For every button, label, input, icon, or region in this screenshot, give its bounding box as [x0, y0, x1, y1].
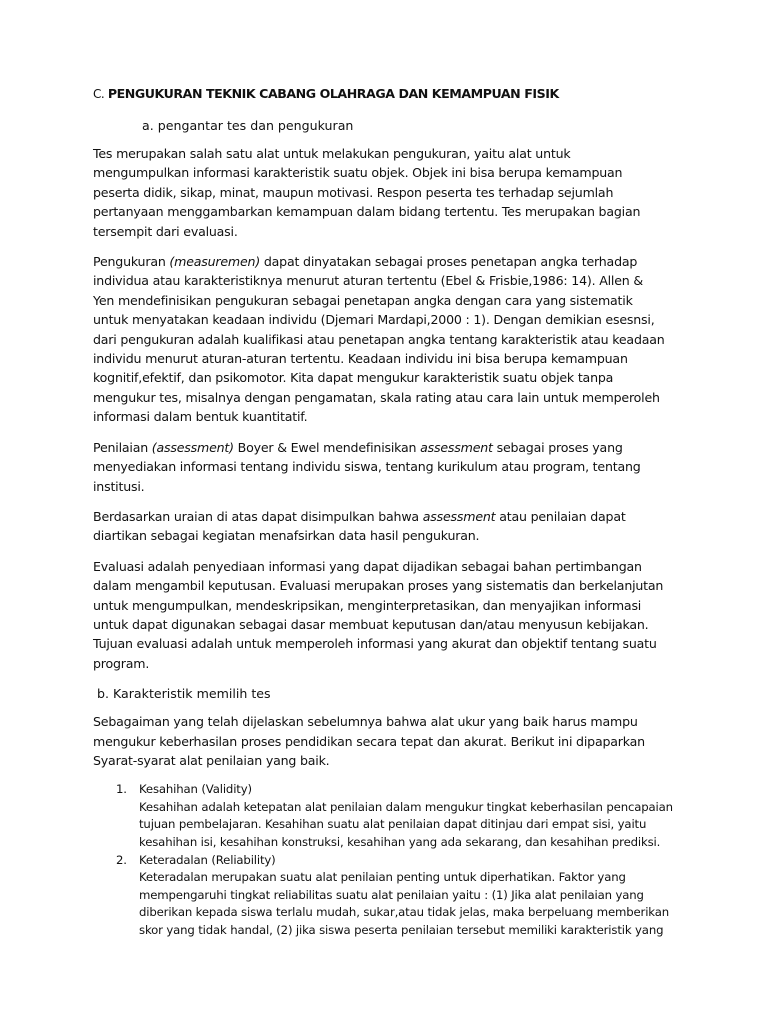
text-line: program. — [93, 655, 150, 671]
list-number: 2. — [116, 853, 127, 867]
list-number: 1. — [116, 782, 127, 797]
text-line: peserta didik, sikap, minat, maupun motivasi. Respon peserta tes terhadap sejumlah — [93, 184, 614, 200]
text-run: atau penilaian dapat — [495, 508, 626, 524]
text-run: Penilaian — [93, 439, 152, 455]
text-line: individu menurut aturan-aturan tertentu. Keadaan individu ini bisa berupa kemampuan — [93, 351, 628, 367]
text-line: Syarat-syarat alat penilaian yang baik. — [93, 752, 330, 768]
text-line: untuk mengumpulkan, mendeskripsikan, menginterpretasikan, dan menyajikan informasi — [93, 597, 642, 613]
text-line: institusi. — [93, 478, 145, 494]
requirements-list — [93, 781, 677, 939]
text-line: pertanyaan menggambarkan kemampuan dalam bidang tertentu. Tes merupakan bagian — [93, 204, 641, 220]
list-item-validity — [93, 781, 677, 851]
italic-term: assessment — [420, 439, 493, 455]
text-line — [93, 252, 677, 271]
text-line: Sebagaiman yang telah dijelaskan sebelumnya bahwa alat ukur yang baik harus mampu — [93, 714, 638, 730]
text-run: sebagai proses yang — [492, 439, 623, 455]
text-run: Boyer & Ewel mendefinisikan — [233, 439, 421, 455]
text-line: mengukur keberhasilan proses pendidikan secara tepat dan akurat. Berikut ini dipaparkan — [93, 733, 645, 749]
italic-term: (assessment) — [151, 439, 234, 455]
paragraph-tes — [93, 144, 677, 241]
text-line: Kesahihan adalah ketepatan alat penilaian dalam mengukur tingkat keberhasilan pencapaian — [139, 799, 673, 814]
text-line: Keteradalan merupakan suatu alat penilaian penting untuk diperhatikan. Faktor yang — [139, 870, 626, 885]
text-line: mengumpulkan informasi karakteristik suatu objek. Objek ini bisa berupa kemampuan — [93, 165, 623, 181]
text-line — [93, 438, 677, 457]
text-line: Yen mendefinisikan pengukuran sebagai penetapan angka dengan cara yang sistematik — [93, 292, 633, 308]
text-line: diberikan kepada siswa terlalu mudah, sukar,atau tidak jelas, maka berpeluang memberikan — [139, 905, 669, 920]
list-item-title: Kesahihan (Validity) — [139, 782, 252, 797]
text-line: individua atau karakteristiknya menurut aturan tertentu (Ebel & Frisbie,1986: 14). Allen & — [93, 273, 643, 289]
text-line: Tes merupakan salah satu alat untuk melakukan pengukuran, yaitu alat untuk — [93, 146, 571, 161]
paragraph-pengukuran — [93, 252, 677, 427]
text-line: skor yang tidak handal, (2) jika siswa peserta penilaian tersebut memiliki karakteristik yang — [139, 922, 664, 937]
paragraph-evaluasi — [93, 557, 677, 673]
text-line: mempengaruhi tingkat reliabilitas suatu alat penilaian yaitu : (1) Jika alat penilaian yang — [139, 887, 644, 902]
text-line — [93, 507, 677, 526]
text-line: mengukur tes, misalnya dengan pengamatan, skala rating atau cara lain untuk memperoleh — [93, 389, 660, 405]
text-line: menyediakan informasi tentang individu siswa, tentang kurikulum atau program, tentang — [93, 459, 641, 475]
list-item-reliability — [93, 852, 677, 939]
text-line: dalam mengambil keputusan. Evaluasi merupakan proses yang sistematis dan berkelanjutan — [93, 578, 664, 594]
section-heading — [93, 84, 677, 104]
list-item-title: Keteradalan (Reliability) — [139, 853, 276, 867]
subsection-a-title: a. pengantar tes dan pengukuran — [142, 118, 354, 133]
document-body — [93, 84, 677, 940]
paragraph-syarat — [93, 712, 677, 770]
text-line: Tujuan evaluasi adalah untuk memperoleh informasi yang akurat dan objektif tentang suatu — [93, 636, 657, 652]
text-line: tersempit dari evaluasi. — [93, 223, 238, 239]
text-run: Berdasarkan uraian di atas dapat disimpulkan bahwa — [93, 508, 423, 524]
text-line: Evaluasi adalah penyediaan informasi yang dapat dijadikan sebagai bahan pertimbangan — [93, 558, 642, 574]
text-line: tujuan pembelajaran. Kesahihan suatu alat penilaian dapat ditinjau dari empat sisi, yaitu — [139, 817, 647, 832]
heading-title: PENGUKURAN TEKNIK CABANG OLAHRAGA DAN KEMAMPUAN FISIK — [107, 86, 559, 101]
text-line: diartikan sebagai kegiatan menafsirkan data hasil pengukuran. — [93, 528, 480, 544]
paragraph-kesimpulan — [93, 507, 677, 546]
paragraph-penilaian — [93, 438, 677, 496]
text-run: Pengukuran — [93, 254, 170, 270]
subsection-b-title: b. Karakteristik memilih tes — [97, 686, 271, 702]
italic-term: assessment — [422, 508, 496, 524]
text-line: kognitif,efektif, dan psikomotor. Kita dapat mengukur karakteristik suatu objek tanpa — [93, 370, 614, 386]
text-line: kesahihan isi, kesahihan konstruksi, kesahihan yang ada sekarang, dan kesahihan prediksi. — [139, 834, 661, 849]
text-line: untuk menyatakan keadaan individu (Djemari Mardapi,2000 : 1). Dengan demikian esesnsi, — [93, 312, 655, 328]
text-line: untuk dapat digunakan sebagai dasar membuat keputusan dan/atau menyusun kebijakan. — [93, 616, 649, 632]
italic-term: (measuremen) — [169, 254, 261, 270]
text-run: dapat dinyatakan sebagai proses penetapan angka terhadap — [260, 254, 638, 270]
text-line: dari pengukuran adalah kualifikasi atau penetapan angka tentang karakteristik atau keadaan — [93, 331, 665, 347]
heading-prefix: C. — [93, 87, 105, 101]
text-line: informasi dalam bentuk kuantitatif. — [93, 409, 308, 425]
